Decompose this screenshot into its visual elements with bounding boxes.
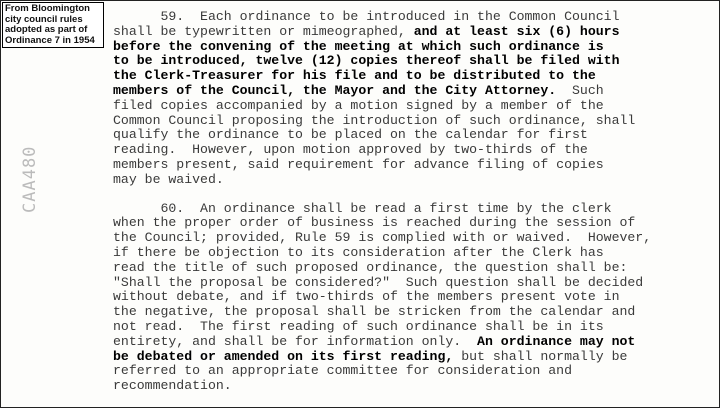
text-segment: the negative, the proposal shall be stricken from the calendar and <box>113 304 636 320</box>
text-line <box>113 25 651 40</box>
highlighted-text: and at least six (6) hours <box>413 23 620 39</box>
highlighted-text: to be introduced, twelve (12) copies thereof shall be filed with <box>113 53 620 69</box>
text-line <box>113 69 651 84</box>
text-line <box>113 379 651 394</box>
text-segment: qualify the ordinance to be placed on the calendar for first <box>113 127 588 143</box>
text-segment: without debate, and if two-thirds of the members present vote in <box>113 289 620 305</box>
highlighted-text: An ordinance may not <box>477 333 636 349</box>
text-segment: read the title of such proposed ordinance, the question shall be: <box>113 259 628 275</box>
text-line <box>113 84 651 99</box>
text-segment: "Shall the proposal be considered?" Such question shall be decided <box>113 274 644 290</box>
text-line <box>113 128 651 143</box>
text-line <box>113 173 651 188</box>
rules-text <box>113 10 651 394</box>
text-segment: entirety, and shall be for information only. <box>113 333 478 349</box>
text-segment: 60. An ordinance shall be read a first time by the clerk <box>113 200 612 216</box>
text-line <box>113 216 651 231</box>
archive-stamp: CAA480 <box>20 145 40 213</box>
text-line <box>113 143 651 158</box>
text-line <box>113 231 651 246</box>
text-segment: referred to an appropriate committee for consideration and <box>113 363 572 379</box>
text-line <box>113 335 651 350</box>
text-line <box>113 261 651 276</box>
text-segment: Common Council proposing the introduction of such ordinance, shall <box>113 112 636 128</box>
text-line <box>113 276 651 291</box>
text-segment: recommendation. <box>113 378 232 394</box>
highlighted-text: members of the Council, the Mayor and the City Attorney. <box>113 82 557 98</box>
text-line <box>113 290 651 305</box>
text-segment: when the proper order of business is reached during the session of <box>113 215 636 231</box>
text-line <box>113 320 651 335</box>
highlighted-text: before the convening of the meeting at which such ordinance is <box>113 38 604 54</box>
text-line <box>113 99 651 114</box>
text-segment: may be waived. <box>113 171 224 187</box>
text-segment: 59. Each ordinance to be introduced in the Common Council <box>113 9 620 24</box>
text-line <box>113 350 651 365</box>
text-line <box>113 246 651 261</box>
text-segment: members present, said requirement for advance filing of copies <box>113 156 604 172</box>
rule-60-paragraph <box>113 202 651 394</box>
text-segment: but shall normally be <box>453 348 628 364</box>
text-segment: shall be typewritten or mimeographed, <box>113 23 414 39</box>
text-line <box>113 40 651 55</box>
rule-59-paragraph <box>113 10 651 188</box>
text-segment: if there be objection to its consideration after the Clerk has <box>113 244 604 260</box>
text-line <box>113 114 651 129</box>
text-segment: Such <box>556 82 604 98</box>
text-line <box>113 364 651 379</box>
text-line <box>113 305 651 320</box>
source-caption: From Bloomington city council rules adopted as part of Ordinance 7 in 1954 <box>2 2 104 48</box>
text-segment: reading. However, upon motion approved by two-thirds of the <box>113 142 588 158</box>
text-line <box>113 202 651 217</box>
text-line <box>113 10 651 25</box>
text-segment: not read. The first reading of such ordinance shall be in its <box>113 318 604 334</box>
highlighted-text: the Clerk-Treasurer for his file and to be distributed to the <box>113 68 596 84</box>
highlighted-text: be debated or amended on its first reading, <box>113 348 454 364</box>
text-segment: filed copies accompanied by a motion signed by a member of the <box>113 97 604 113</box>
text-line <box>113 158 651 173</box>
text-segment: the Council; provided, Rule 59 is complied with or waived. However, <box>113 230 652 246</box>
text-line <box>113 54 651 69</box>
